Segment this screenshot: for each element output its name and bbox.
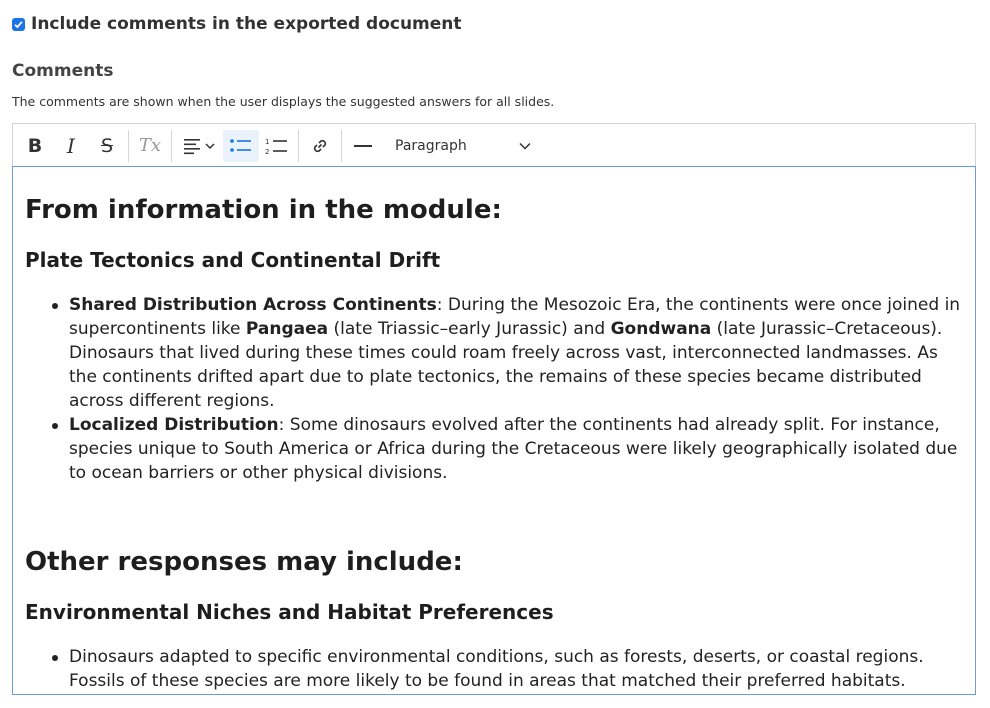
toolbar-divider [171, 130, 172, 162]
list-item-text: : During the Mesozoic Era, the continents were once joined in supercontinents like [69, 295, 961, 339]
italic-icon: I [67, 133, 75, 158]
bold-button[interactable] [17, 130, 53, 162]
bullet-list [25, 293, 963, 485]
align-left-icon [182, 136, 216, 156]
comments-help-text: The comments are shown when the user displays the suggested answers for all slides. [12, 94, 555, 109]
svg-text:1: 1 [265, 137, 270, 146]
link-button[interactable] [302, 130, 338, 162]
paragraph-format-label: Paragraph [395, 137, 467, 154]
chevron-down-icon [519, 142, 531, 150]
list-item-text: (late Jurassic–Cretaceous). Dinosaurs that lived during these times could roam freely across vast, interconnected landmasses. As the continents drifted apart due to plate tectonics, the remains of these species became distributed across different regions. [69, 319, 943, 411]
italic-button[interactable] [53, 130, 89, 162]
bulleted-list-button[interactable] [223, 130, 259, 162]
toolbar-divider [128, 130, 129, 162]
editor-subheading: Plate Tectonics and Continental Drift [25, 248, 441, 272]
list-item-text: (late Triassic–early Jurassic) and [328, 319, 611, 339]
paragraph-format-dropdown[interactable] [381, 130, 541, 162]
numbered-list-button[interactable] [259, 130, 295, 162]
editor-toolbar [12, 123, 976, 167]
list-item-text: : Some dinosaurs evolved after the continents had already split. For instance, species unique to South America or Africa during the Cretaceous were likely geographically isolated due to ocean barriers or other physical divisions. [69, 415, 958, 483]
comments-editor[interactable] [12, 166, 976, 695]
list-item-bold: Gondwana [610, 319, 712, 339]
editor-subheading: Environmental Niches and Habitat Preferences [25, 600, 554, 624]
list-item [69, 413, 963, 485]
toolbar-divider [298, 130, 299, 162]
list-item: Dinosaurs adapted to specific environmental conditions, such as forests, deserts, or coastal regions. Fossils of these species are more likely to be found in areas that matched their preferred habitats. [69, 645, 963, 693]
include-comments-label[interactable]: Include comments in the exported document [31, 14, 462, 34]
horizontal-line-icon [353, 136, 373, 156]
toolbar-divider [341, 130, 342, 162]
remove-format-button[interactable] [132, 130, 168, 162]
bold-icon: B [27, 134, 43, 157]
editor-heading: From information in the module: [25, 195, 502, 225]
bullet-list [25, 645, 963, 693]
empty-paragraph [25, 485, 963, 530]
link-icon [310, 136, 330, 156]
bulleted-list-icon [229, 136, 253, 156]
list-item [69, 293, 963, 413]
horizontal-line-button[interactable] [345, 130, 381, 162]
list-item-bold: Pangaea [245, 319, 329, 339]
remove-format-icon: Tx [138, 135, 162, 156]
editor-heading: Other responses may include: [25, 547, 463, 577]
include-comments-row[interactable] [12, 14, 462, 34]
list-item-term: Shared Distribution Across Continents [69, 295, 437, 315]
strikethrough-button[interactable] [89, 130, 125, 162]
list-item-term: Localized Distribution [69, 415, 279, 435]
numbered-list-icon [265, 136, 289, 156]
svg-text:2: 2 [265, 147, 270, 156]
comments-title: Comments [12, 61, 114, 81]
include-comments-checkbox[interactable] [12, 18, 25, 31]
strikethrough-icon: S [100, 134, 114, 157]
alignment-dropdown[interactable] [175, 130, 223, 162]
